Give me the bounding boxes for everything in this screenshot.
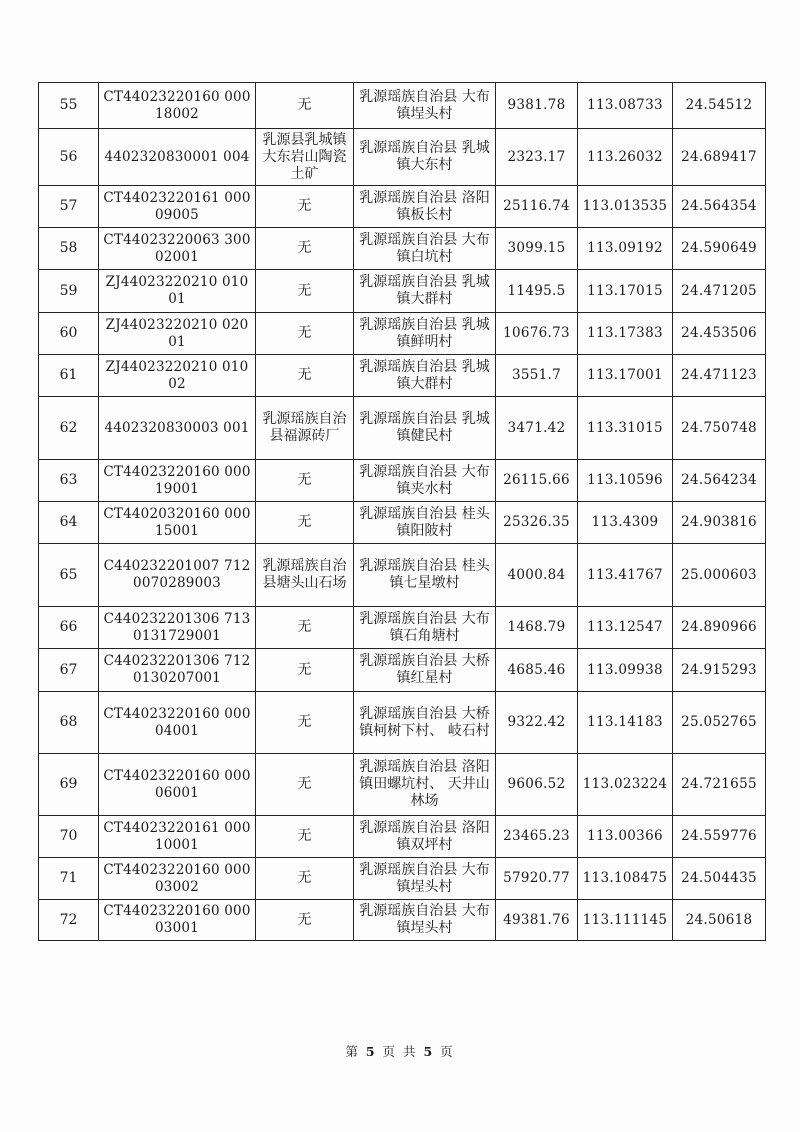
cell-latitude: 24.54512: [673, 83, 766, 129]
cell-index: 68: [39, 692, 99, 754]
cell-longitude: 113.08733: [578, 83, 673, 129]
cell-longitude: 113.41767: [578, 544, 673, 607]
cell-location: 乳源瑶族自治县 洛阳镇双坪村: [354, 816, 496, 858]
cell-code: CT44023220063 30002001: [99, 228, 256, 270]
cell-location: 乳源瑶族自治县 乳城镇大东村: [354, 129, 496, 186]
cell-location: 乳源瑶族自治县 桂头镇七星墩村: [354, 544, 496, 607]
table-row: [39, 858, 766, 900]
cell-location: 乳源瑶族自治县 大布镇夹水村: [354, 460, 496, 502]
cell-longitude: 113.09938: [578, 649, 673, 692]
cell-area: 25326.35: [496, 502, 578, 544]
cell-index: 57: [39, 186, 99, 228]
cell-longitude: 113.00366: [578, 816, 673, 858]
cell-area: 49381.76: [496, 900, 578, 941]
cell-license: 无: [256, 186, 354, 228]
cell-latitude: 24.590649: [673, 228, 766, 270]
cell-area: 10676.73: [496, 313, 578, 355]
cell-license: 无: [256, 355, 354, 397]
cell-area: 1468.79: [496, 607, 578, 649]
records-table-body: [39, 83, 766, 941]
cell-longitude: 113.17015: [578, 270, 673, 313]
cell-location: 乳源瑶族自治县 洛阳镇板长村: [354, 186, 496, 228]
cell-license: 无: [256, 83, 354, 129]
cell-latitude: 24.471205: [673, 270, 766, 313]
page-footer: [0, 1042, 800, 1060]
cell-latitude: 24.453506: [673, 313, 766, 355]
cell-longitude: 113.17383: [578, 313, 673, 355]
cell-license: 无: [256, 858, 354, 900]
footer-suffix: 页: [440, 1044, 455, 1059]
cell-license: 乳源瑶族自治县福源砖厂: [256, 397, 354, 460]
cell-code: CT44023220160 00018002: [99, 83, 256, 129]
cell-index: 63: [39, 460, 99, 502]
cell-area: 3551.7: [496, 355, 578, 397]
cell-code: ZJ44023220210 02001: [99, 313, 256, 355]
cell-longitude: 113.31015: [578, 397, 673, 460]
cell-area: 23465.23: [496, 816, 578, 858]
cell-license: 无: [256, 692, 354, 754]
cell-longitude: 113.10596: [578, 460, 673, 502]
cell-code: ZJ44023220210 01001: [99, 270, 256, 313]
cell-location: 乳源瑶族自治县 乳城镇大群村: [354, 270, 496, 313]
records-table: [38, 82, 766, 941]
cell-longitude: 113.09192: [578, 228, 673, 270]
cell-code: CT44023220161 00009005: [99, 186, 256, 228]
cell-area: 4685.46: [496, 649, 578, 692]
cell-area: 9606.52: [496, 754, 578, 816]
cell-index: 59: [39, 270, 99, 313]
table-row: [39, 692, 766, 754]
cell-code: 4402320830003 001: [99, 397, 256, 460]
table-row: [39, 460, 766, 502]
cell-latitude: 24.559776: [673, 816, 766, 858]
cell-longitude: 113.14183: [578, 692, 673, 754]
cell-index: 69: [39, 754, 99, 816]
cell-index: 72: [39, 900, 99, 941]
table-row: [39, 816, 766, 858]
table-row: [39, 313, 766, 355]
cell-location: 乳源瑶族自治县 大桥镇红星村: [354, 649, 496, 692]
cell-area: 9322.42: [496, 692, 578, 754]
cell-latitude: 24.564234: [673, 460, 766, 502]
cell-latitude: 24.471123: [673, 355, 766, 397]
cell-latitude: 24.915293: [673, 649, 766, 692]
cell-license: 无: [256, 754, 354, 816]
cell-latitude: 24.721655: [673, 754, 766, 816]
cell-license: 无: [256, 270, 354, 313]
table-row: [39, 544, 766, 607]
footer-total-pages: 5: [423, 1044, 435, 1059]
cell-code: CT44023220160 00019001: [99, 460, 256, 502]
cell-code: CT44023220160 00004001: [99, 692, 256, 754]
cell-area: 3471.42: [496, 397, 578, 460]
cell-code: ZJ44023220210 01002: [99, 355, 256, 397]
cell-area: 26115.66: [496, 460, 578, 502]
footer-current-page: 5: [365, 1044, 377, 1059]
cell-index: 67: [39, 649, 99, 692]
cell-license: 无: [256, 460, 354, 502]
cell-index: 60: [39, 313, 99, 355]
cell-code: C440232201306 7120130207001: [99, 649, 256, 692]
footer-prefix: 第: [345, 1044, 360, 1059]
table-row: [39, 900, 766, 941]
cell-latitude: 24.890966: [673, 607, 766, 649]
cell-code: C440232201306 7130131729001: [99, 607, 256, 649]
cell-location: 乳源瑶族自治县 大布镇埕头村: [354, 858, 496, 900]
cell-license: 无: [256, 649, 354, 692]
cell-longitude: 113.111145: [578, 900, 673, 941]
cell-longitude: 113.26032: [578, 129, 673, 186]
cell-latitude: 25.000603: [673, 544, 766, 607]
cell-license: 乳源瑶族自治县塘头山石场: [256, 544, 354, 607]
cell-location: 乳源瑶族自治县 大布镇白坑村: [354, 228, 496, 270]
cell-code: CT44023220160 00003002: [99, 858, 256, 900]
cell-latitude: 24.504435: [673, 858, 766, 900]
cell-code: 4402320830001 004: [99, 129, 256, 186]
cell-location: 乳源瑶族自治县 洛阳镇田螺坑村、 天井山林场: [354, 754, 496, 816]
cell-area: 57920.77: [496, 858, 578, 900]
cell-area: 11495.5: [496, 270, 578, 313]
cell-area: 25116.74: [496, 186, 578, 228]
cell-latitude: 25.052765: [673, 692, 766, 754]
cell-license: 无: [256, 900, 354, 941]
cell-longitude: 113.17001: [578, 355, 673, 397]
footer-middle: 页 共: [382, 1044, 418, 1059]
cell-location: 乳源瑶族自治县 乳城镇大群村: [354, 355, 496, 397]
cell-code: CT44023220161 00010001: [99, 816, 256, 858]
cell-latitude: 24.903816: [673, 502, 766, 544]
cell-code: CT44023220160 00006001: [99, 754, 256, 816]
cell-area: 4000.84: [496, 544, 578, 607]
table-row: [39, 83, 766, 129]
cell-license: 乳源县乳城镇大东岩山陶瓷土矿: [256, 129, 354, 186]
cell-index: 64: [39, 502, 99, 544]
cell-index: 56: [39, 129, 99, 186]
table-row: [39, 270, 766, 313]
cell-index: 55: [39, 83, 99, 129]
table-row: [39, 649, 766, 692]
table-row: [39, 186, 766, 228]
cell-longitude: 113.12547: [578, 607, 673, 649]
cell-code: CT44020320160 00015001: [99, 502, 256, 544]
cell-index: 71: [39, 858, 99, 900]
cell-license: 无: [256, 313, 354, 355]
cell-index: 61: [39, 355, 99, 397]
cell-location: 乳源瑶族自治县 大布镇埕头村: [354, 900, 496, 941]
cell-index: 58: [39, 228, 99, 270]
cell-code: C440232201007 7120070289003: [99, 544, 256, 607]
cell-longitude: 113.108475: [578, 858, 673, 900]
cell-location: 乳源瑶族自治县 乳城镇健民村: [354, 397, 496, 460]
cell-latitude: 24.50618: [673, 900, 766, 941]
cell-latitude: 24.564354: [673, 186, 766, 228]
cell-index: 62: [39, 397, 99, 460]
cell-location: 乳源瑶族自治县 大桥镇柯树下村、 岐石村: [354, 692, 496, 754]
cell-location: 乳源瑶族自治县 大布镇石角塘村: [354, 607, 496, 649]
cell-latitude: 24.750748: [673, 397, 766, 460]
cell-code: CT44023220160 00003001: [99, 900, 256, 941]
table-row: [39, 129, 766, 186]
cell-license: 无: [256, 816, 354, 858]
cell-longitude: 113.013535: [578, 186, 673, 228]
table-row: [39, 397, 766, 460]
cell-area: 9381.78: [496, 83, 578, 129]
cell-license: 无: [256, 502, 354, 544]
table-row: [39, 228, 766, 270]
cell-license: 无: [256, 228, 354, 270]
cell-license: 无: [256, 607, 354, 649]
cell-index: 70: [39, 816, 99, 858]
table-row: [39, 607, 766, 649]
cell-longitude: 113.023224: [578, 754, 673, 816]
cell-latitude: 24.689417: [673, 129, 766, 186]
cell-area: 3099.15: [496, 228, 578, 270]
cell-location: 乳源瑶族自治县 桂头镇阳陂村: [354, 502, 496, 544]
table-row: [39, 754, 766, 816]
cell-area: 2323.17: [496, 129, 578, 186]
cell-index: 66: [39, 607, 99, 649]
cell-location: 乳源瑶族自治县 大布镇埕头村: [354, 83, 496, 129]
cell-location: 乳源瑶族自治县 乳城镇鲜明村: [354, 313, 496, 355]
table-row: [39, 502, 766, 544]
table-row: [39, 355, 766, 397]
cell-longitude: 113.4309: [578, 502, 673, 544]
cell-index: 65: [39, 544, 99, 607]
